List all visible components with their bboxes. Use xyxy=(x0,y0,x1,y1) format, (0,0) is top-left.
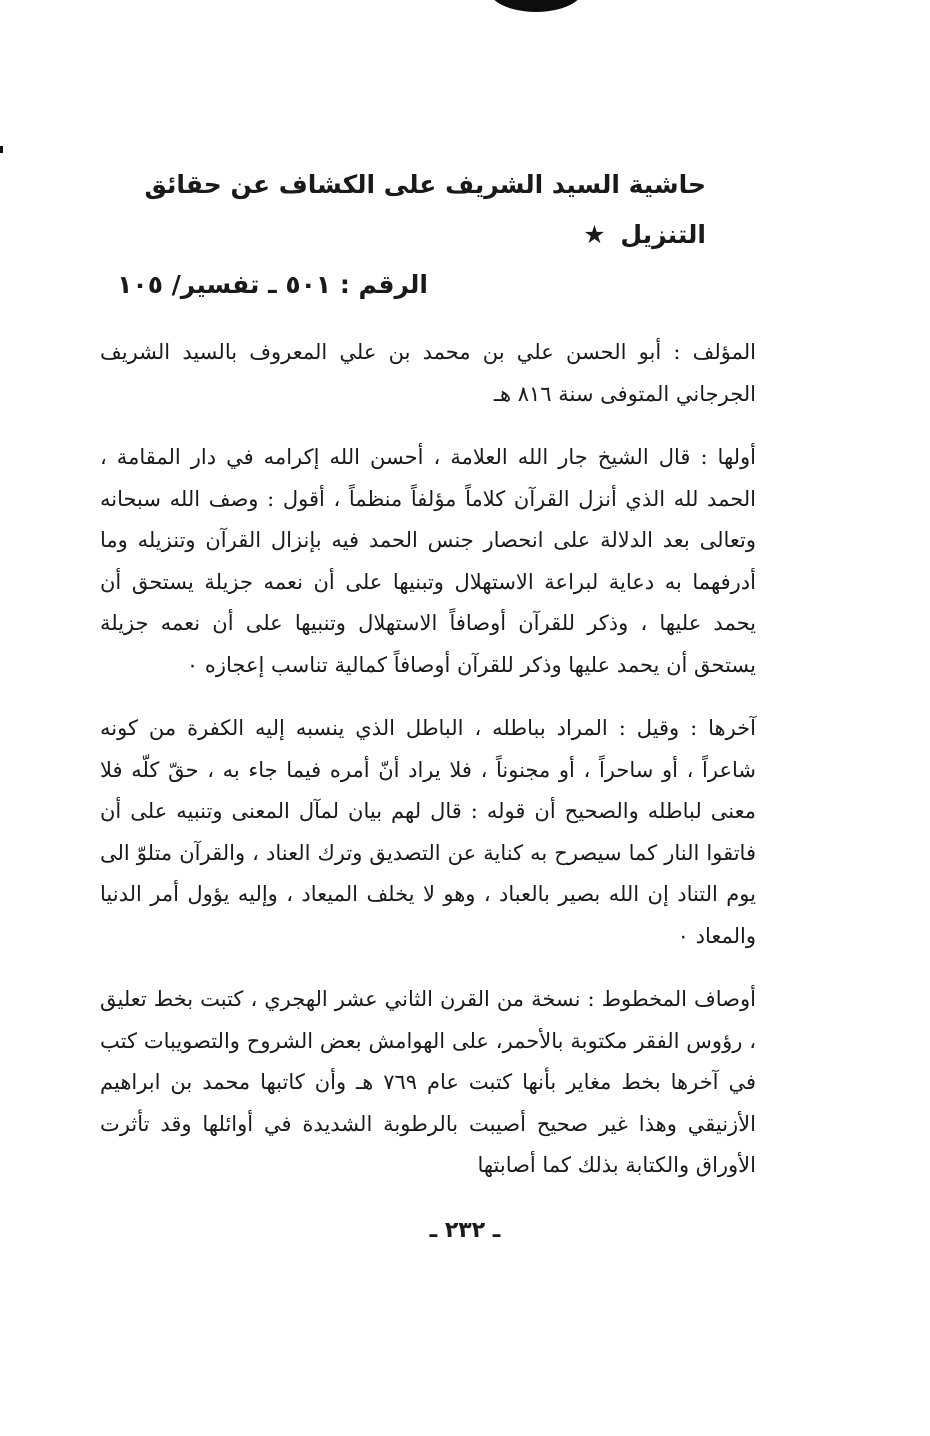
page-number: ـ ٢٣٢ ـ xyxy=(429,1218,501,1243)
incipit-label: أولها : xyxy=(700,445,756,469)
author-label: المؤلف : xyxy=(673,340,756,364)
document-page xyxy=(100,160,756,1209)
explicit-text: وقيل : المراد بباطله ، الباطل الذي ينسبه إليه الكفرة من كونه شاعراً ، أو ساحراً ، أو مجنوناً ، فلا يراد أنّ أمره فيما جاء به ، حقّ كلّه فلا معنى لباطله والصحيح أن قوله : قال لهم بيان لمآل المعنى وتنبيه على أن فاتقوا النار كما سيصرح به كناية عن التصديق وترك العناد ، والقرآن متلوّ الى يوم التناد إن الله بصير بالعباد ، وهو لا يخلف الميعاد ، وإليه يؤول أمر الدنيا والمعاد ٠ xyxy=(100,716,756,948)
description-text: نسخة من القرن الثاني عشر الهجري ، كتبت بخط تعليق ، رؤوس الفقر مكتوبة بالأحمر، على الهوامش بعض الشروح والتصويبات كتب في آخرها بخط مغاير بأنها كتبت عام ٧٦٩ هـ وأن كاتبها محمد بن ابراهيم الأزنيقي وهذا غير صحيح أصيبت بالرطوبة الشديدة في أوائلها وقد تأثرت الأوراق والكتابة بذلك كما أصابتها xyxy=(100,987,756,1177)
description-label: أوصاف المخطوط : xyxy=(587,987,756,1011)
explicit-paragraph xyxy=(100,708,756,957)
author-paragraph xyxy=(100,332,756,415)
author-text: أبو الحسن علي بن محمد بن علي المعروف بالسيد الشريف الجرجاني المتوفى سنة ٨١٦ هـ xyxy=(100,340,756,406)
incipit-paragraph xyxy=(100,437,756,686)
explicit-label: آخرها : xyxy=(690,716,756,740)
incipit-text: قال الشيخ جار الله العلامة ، أحسن الله إكرامه في دار المقامة ، الحمد لله الذي أنزل القرآن كلاماً مؤلفاً منظماً ، أقول : وصف الله سبحانه وتعالى بعد الدلالة على انحصار جنس الحمد فيه بإنزال القرآن وتنزيله وما أدرفهما به دعاية لبراعة الاستهلال وتبنيها على أن نعمه جزيلة يستحق أن يحمد عليها ، وذكر للقرآن أوصافاً الاستهلال وتنبيها على أن نعمه جزيلة يستحق أن يحمد عليها وذكر للقرآن أوصافاً كمالية تناسب إعجازه ٠ xyxy=(100,445,756,677)
ink-blot xyxy=(488,0,584,12)
title-text: حاشية السيد الشريف على الكشاف عن حقائق التنزيل xyxy=(144,170,706,249)
star-icon: ★ xyxy=(583,220,606,249)
description-paragraph xyxy=(100,979,756,1187)
margin-mark xyxy=(0,146,3,153)
manuscript-title xyxy=(100,160,756,260)
catalog-reference: الرقم : ٥٠١ ـ تفسير/ ١٠٥ xyxy=(117,270,428,299)
